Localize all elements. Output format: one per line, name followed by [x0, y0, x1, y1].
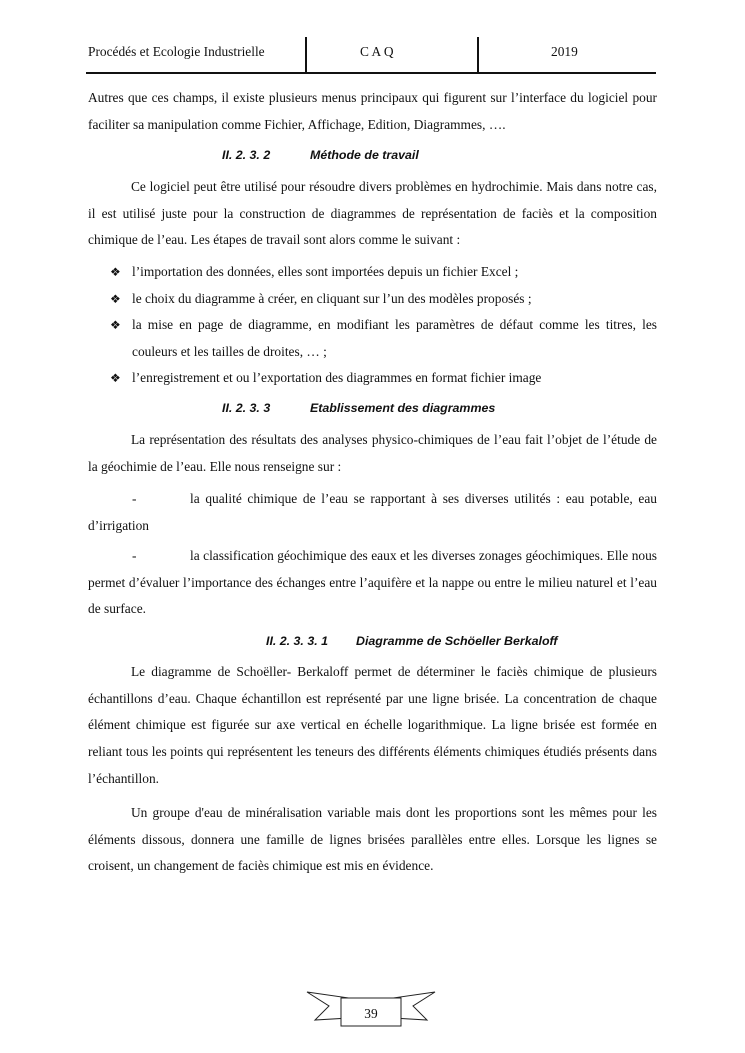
diamond-bullet-icon: ❖ — [110, 265, 121, 279]
heading-number: II. 2. 3. 2 — [222, 148, 271, 162]
heading-number: II. 2. 3. 3 — [222, 401, 271, 415]
list-item: ❖ l’enregistrement et ou l’exportation des diagrammes en format fichier image — [110, 365, 657, 392]
header-divider — [477, 37, 479, 73]
paragraph: La représentation des résultats des analyses physico-chimiques de l’eau fait l’objet de l’étude de la géochimie de l’eau. Elle nous renseigne sur : — [88, 432, 657, 474]
diamond-bullet-icon: ❖ — [110, 371, 121, 385]
header-rule — [86, 72, 656, 74]
list-item: ❖ la mise en page de diagramme, en modifiant les paramètres de défaut comme les titres, les couleurs et les tailles de droites, … ; — [110, 312, 657, 365]
section-heading — [222, 148, 419, 162]
paragraph: Le diagramme de Schoëller- Berkaloff permet de déterminer le faciès chimique de plusieurs échantillons d’eau. Chaque échantillon est représenté par une ligne brisée. La concentration de chaque élément chimique est figurée sur axe vertical en échelle logarithmique. La ligne brisée est formée en reliant tous les points qui représentent les teneurs des différents éléments chimiques étudiés présents dans l’échantillon. — [88, 664, 657, 786]
header-divider — [305, 37, 307, 73]
paragraph: Autres que ces champs, il existe plusieurs menus principaux qui figurent sur l’interface du logiciel pour faciliter sa manipulation comme Fichier, Affichage, Edition, Diagrammes, …. — [88, 90, 657, 132]
heading-title: Etablissement des diagrammes — [310, 401, 496, 415]
section-heading — [266, 634, 558, 648]
paragraph: Un groupe d'eau de minéralisation variable mais dont les proportions sont les mêmes pour les éléments dissous, donnera une famille de lignes brisées parallèles entre elles. Lorsque les lignes se croisent, un changement de faciès chimique est mis en évidence. — [88, 805, 657, 874]
heading-number: II. 2. 3. 3. 1 — [266, 634, 328, 648]
section-heading — [222, 401, 495, 415]
list-item: ❖ le choix du diagramme à créer, en cliquant sur l’un des modèles proposés ; — [110, 286, 657, 313]
bullet-list — [110, 259, 657, 392]
header-left: Procédés et Ecologie Industrielle — [88, 44, 265, 59]
page-number-banner — [305, 988, 437, 1032]
dash-item: la classification géochimique des eaux et les diverses zonages géochimiques. Elle nous permet d’évaluer l’importance des échanges entre l’aquifère et la nappe ou entre le milieu naturel et l’eau de surface. — [88, 548, 657, 617]
dash-marker: - — [132, 491, 137, 506]
list-item: ❖ l’importation des données, elles sont importées depuis un fichier Excel ; — [110, 259, 657, 286]
dash-item: la qualité chimique de l’eau se rapportant à ses diverses utilités : eau potable, eau d’irrigation — [88, 491, 657, 533]
heading-title: Diagramme de Schöeller Berkaloff — [356, 634, 558, 648]
dash-marker: - — [132, 548, 137, 563]
header-right: 2019 — [551, 44, 578, 59]
paragraph: Ce logiciel peut être utilisé pour résoudre divers problèmes en hydrochimie. Mais dans notre cas, il est utilisé juste pour la construction de diagrammes de représentation de faciès et la composition chimique de l’eau. Les étapes de travail sont alors comme le suivant : — [88, 179, 657, 248]
diamond-bullet-icon: ❖ — [110, 291, 121, 306]
page-number: 39 — [364, 1006, 378, 1021]
heading-title: Méthode de travail — [310, 148, 419, 162]
diamond-bullet-icon: ❖ — [110, 318, 121, 332]
header-center: C A Q — [360, 44, 394, 59]
